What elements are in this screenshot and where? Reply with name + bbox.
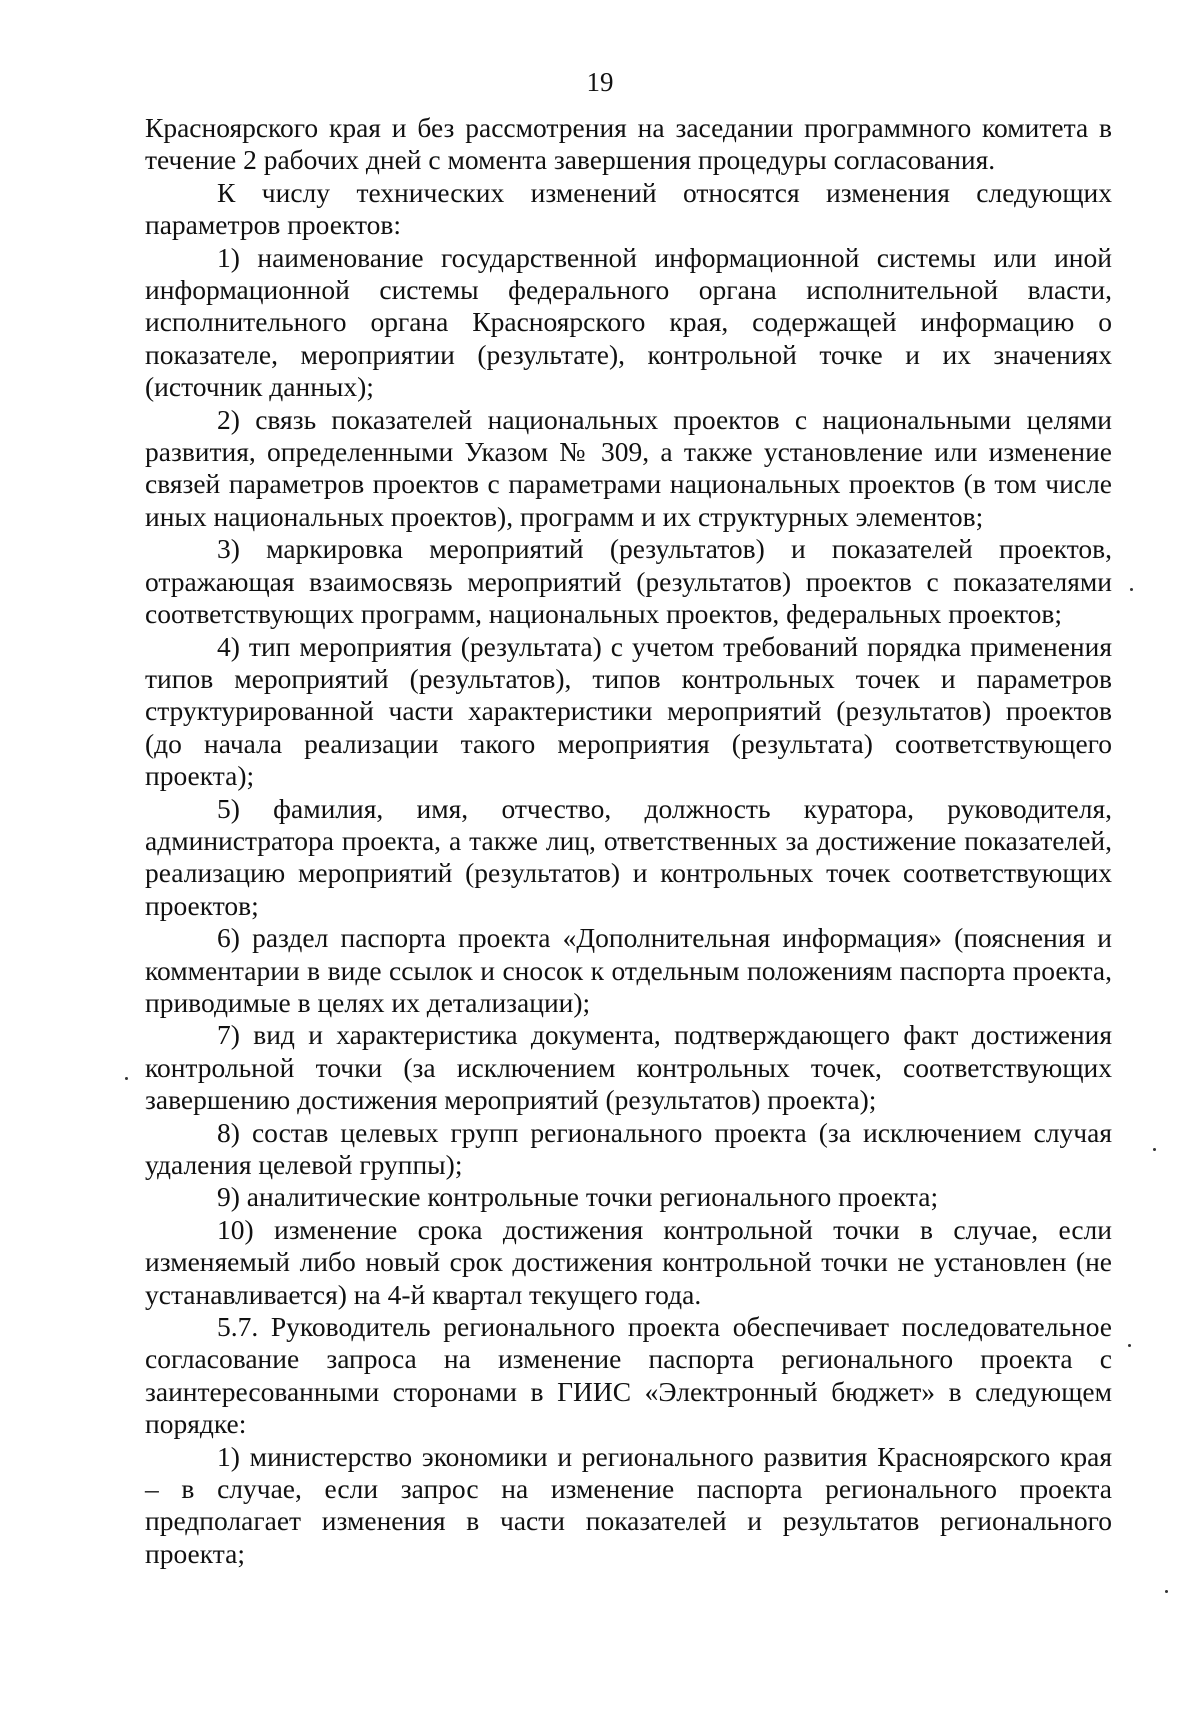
list-item-7: 7) вид и характеристика документа, подтверждающего факт достижения контрольной точки (за исключением контрольных точек, соответствующих завершению достижения мероприятий (результатов) проекта); [145, 1019, 1112, 1116]
list-item-9: 9) аналитические контрольные точки регионального проекта; [217, 1181, 939, 1213]
paragraph-section-5-7: 5.7. Руководитель регионального проекта обеспечивает последовательное согласование запроса на изменение паспорта регионального проекта с заинтересованными сторонами в ГИИС «Электронный бюджет» в следующем порядке: [145, 1311, 1112, 1440]
scan-speck [1165, 1590, 1168, 1593]
scan-speck [1130, 588, 1133, 591]
paragraph-continuation: Красноярского края и без рассмотрения на заседании программного комитета в течение 2 рабочих дней с момента завершения процедуры согласования. [145, 112, 1112, 176]
list-item-3: 3) маркировка мероприятий (результатов) и показателей проектов, отражающая взаимосвязь мероприятий (результатов) проектов с показателями соответствующих программ, национальных проектов, федеральных проектов; [145, 533, 1112, 630]
scan-speck [1128, 1344, 1131, 1347]
paragraph-technical-changes-intro: К числу технических изменений относятся изменения следующих параметров проектов: [145, 176, 1112, 241]
list-item-4: 4) тип мероприятия (результата) с учетом требований порядка применения типов мероприятий (результатов), типов контрольных точек и параметров структурированной части характеристики мероприятий (результатов) проектов (до начала реализации такого мероприятия (результата) соответствующего проекта); [145, 630, 1112, 792]
list-item-5: 5) фамилия, имя, отчество, должность куратора, руководителя, администратора проекта, а также лиц, ответственных за достижение показателей, реализацию мероприятий (результатов) и контрольных точек соответствующих проектов; [145, 792, 1112, 921]
list-item-5-7-1: 1) министерство экономики и регионального развития Красноярского края – в случае, если запрос на изменение паспорта регионального проекта предполагает изменения в части показателей и результатов регионального проекта; [145, 1440, 1112, 1569]
list-item-10: 10) изменение срока достижения контрольной точки в случае, если изменяемый либо новый срок достижения контрольной точки не установлен (не устанавливается) на 4-й квартал текущего года. [145, 1213, 1112, 1310]
scan-speck [1153, 1148, 1156, 1151]
list-item-2: 2) связь показателей национальных проектов с национальными целями развития, определенными Указом № 309, а также установление или изменение связей параметров проектов с параметрами национальных проектов (в том числе иных национальных проектов), программ и их структурных элементов; [145, 403, 1112, 532]
page-number: 19 [586, 67, 614, 97]
scan-speck [125, 1077, 128, 1080]
list-item-1: 1) наименование государственной информационной системы или иной информационной системы федерального органа исполнительной власти, исполнительного органа Красноярского края, содержащей информацию о показателе, мероприятии (результате), контрольной точке и их значениях (источник данных); [145, 241, 1112, 403]
list-item-6: 6) раздел паспорта проекта «Дополнительная информация» (пояснения и комментарии в виде ссылок и сносок к отдельным положениям паспорта проекта, приводимые в целях их детализации); [145, 922, 1112, 1018]
list-item-8: 8) состав целевых групп регионального проекта (за исключением случая удаления целевой группы); [145, 1116, 1112, 1180]
document-body [145, 112, 1112, 1570]
